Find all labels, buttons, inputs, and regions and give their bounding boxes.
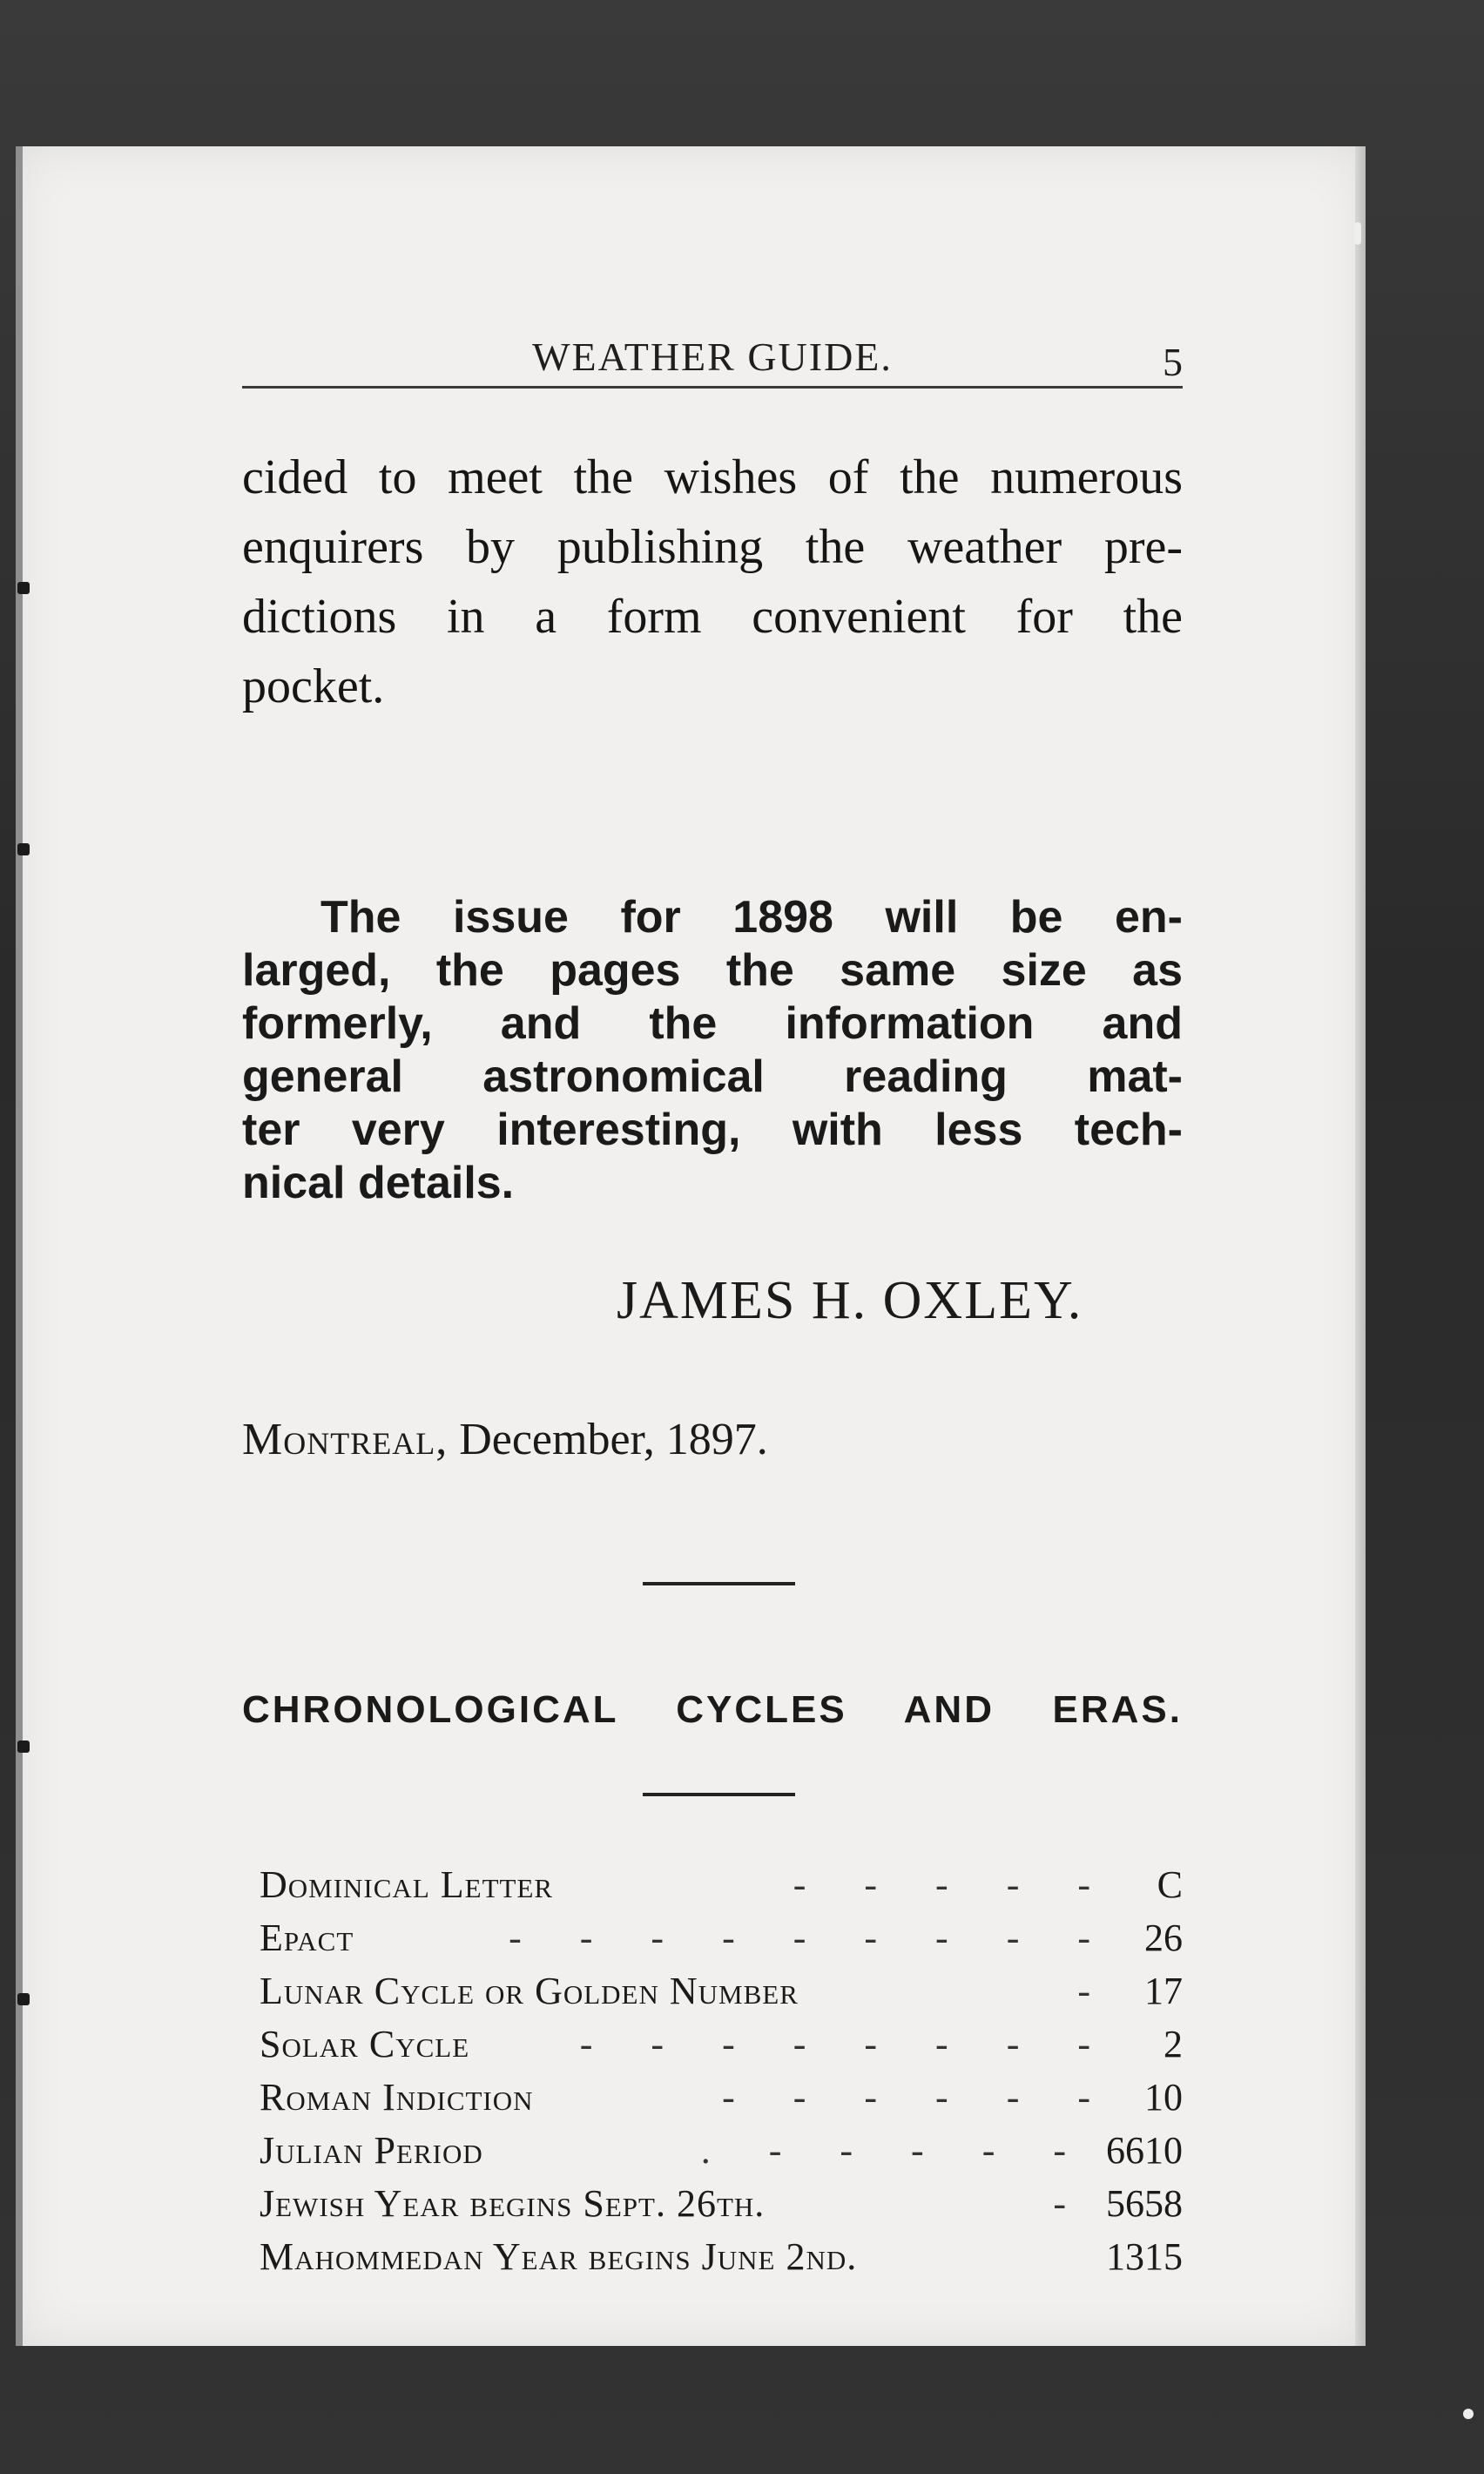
cycle-value: 5658 [1106,2182,1183,2225]
cycle-value: 1315 [1106,2235,1183,2278]
cycle-value: C [1157,1863,1183,1906]
page-number: 5 [1163,340,1183,384]
dot-leader: - [1053,2182,1090,2225]
binding-mark [17,843,30,855]
text-line: cided to meet the wishes of the numerous [242,450,1183,504]
dateline-date: December, 1897. [448,1415,768,1464]
dateline-place: Montreal, [242,1415,449,1464]
table-row [260,2128,1183,2181]
text-line: larged, the pages the same size as [242,945,1183,996]
intro-paragraph [242,443,1183,721]
binding-mark [17,1993,30,2005]
cycle-value: 17 [1144,1970,1183,2012]
cycle-label: Lunar Cycle or Golden Number [260,1970,799,2012]
running-title: WEATHER GUIDE. [532,335,893,379]
text-line: The issue for 1898 will be en- [320,892,1183,943]
section-title: CHRONOLOGICAL CYCLES AND ERAS. [242,1688,1183,1731]
page-right-edge [1355,146,1366,2346]
cycle-value: 6610 [1106,2129,1183,2172]
book-page [16,146,1366,2346]
divider-rule [643,1582,795,1585]
table-row [260,2075,1183,2128]
cycle-label: Roman Indiction [260,2076,534,2119]
running-head [242,325,1183,389]
cycle-label: Jewish Year begins Sept. 26th. [260,2182,766,2225]
cycle-label: Epact [260,1916,354,1959]
cycle-value: 26 [1144,1916,1183,1959]
cycle-label: Julian Period [260,2129,483,2172]
binding-mark [17,1741,30,1753]
dot-leader: - - - - - - - - [579,2023,1115,2065]
cycle-label: Solar Cycle [260,2023,470,2065]
cycle-label: Dominical Letter [260,1863,554,1906]
table-row [260,1862,1183,1916]
cycle-label: Mahommedan Year begins June 2nd. [260,2235,858,2278]
cycle-value: 2 [1164,2023,1183,2065]
scan-speck [1463,2409,1474,2419]
dot-leader: . - - - - - [700,2129,1090,2172]
table-row [260,2181,1183,2234]
text-line: enquirers by publishing the weather pre- [242,520,1183,574]
dot-leader: - [1077,1970,1115,2012]
binding-mark [17,582,30,594]
dot-leader: - - - - - - - - - [509,1916,1115,1959]
table-row [260,1969,1183,2022]
page-left-edge [16,146,23,2346]
text-line: formerly, and the information and [242,998,1183,1049]
scan-speck [1354,222,1361,245]
notice-paragraph [242,891,1183,1210]
table-row [260,1916,1183,1969]
dot-leader: - - - - - [793,1863,1115,1906]
table-row [260,2022,1183,2075]
divider-rule [643,1793,795,1796]
table-row [260,2234,1183,2288]
dot-leader: - - - - - - [722,2076,1115,2119]
signature: JAMES H. OXLEY. [617,1271,1083,1330]
cycles-table [260,1862,1183,2288]
text-line: pocket. [242,659,385,713]
text-line: general astronomical reading mat- [242,1051,1183,1102]
text-line: ter very interesting, with less tech- [242,1105,1183,1155]
text-line: nical details. [242,1158,515,1208]
cycle-value: 10 [1144,2076,1183,2119]
text-line: dictions in a form convenient for the [242,590,1183,644]
dateline [242,1414,768,1465]
